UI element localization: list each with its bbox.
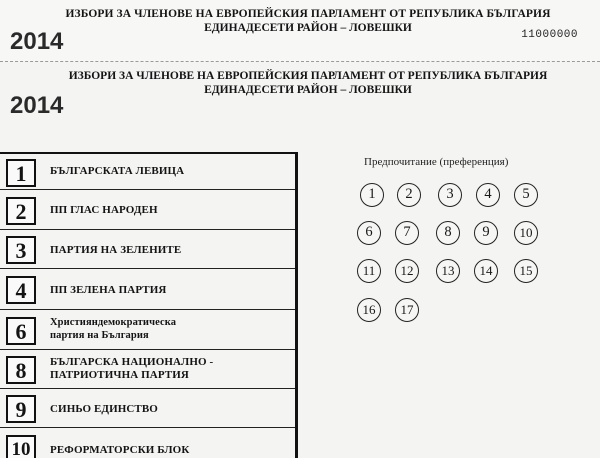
- party-number-box: 3: [6, 236, 36, 264]
- preference-circle[interactable]: 11: [357, 259, 381, 283]
- ballot-title-line2: ЕДИНАДЕСЕТИ РАЙОН – ЛОВЕШКИ: [204, 84, 412, 96]
- party-number-box: 4: [6, 276, 36, 304]
- party-number-box: 6: [6, 317, 36, 345]
- preference-circle[interactable]: 2: [397, 183, 421, 207]
- party-name: ПАРТИЯ НА ЗЕЛЕНИТЕ: [50, 244, 182, 256]
- party-number-box: 10: [6, 435, 36, 458]
- stub-title-line1: ИЗБОРИ ЗА ЧЛЕНОВЕ НА ЕВРОПЕЙСКИЯ ПАРЛАМЕНТ ОТ РЕПУБЛИКА БЪЛГАРИЯ: [65, 8, 551, 20]
- stub-serial-number: 11000000: [521, 29, 578, 41]
- party-name: Християндемократическа партия на България: [50, 317, 177, 341]
- party-row[interactable]: [0, 350, 295, 389]
- ballot-year: 2014: [10, 92, 64, 119]
- preference-circle[interactable]: 12: [395, 259, 419, 283]
- preference-circle[interactable]: 4: [476, 183, 500, 207]
- preference-circle[interactable]: 17: [395, 298, 419, 322]
- ballot-stub: [0, 0, 600, 62]
- party-row[interactable]: [0, 190, 295, 230]
- party-list: [0, 152, 298, 458]
- party-number-box: 8: [6, 356, 36, 384]
- preference-circle[interactable]: 10: [514, 221, 538, 245]
- preference-circle[interactable]: 3: [438, 183, 462, 207]
- party-name: ПП ЗЕЛЕНА ПАРТИЯ: [50, 284, 167, 296]
- party-name: БЪЛГАРСКА НАЦИОНАЛНО - ПАТРИОТИЧНА ПАРТИЯ: [50, 356, 214, 381]
- preference-circle[interactable]: 13: [436, 259, 460, 283]
- preference-circle[interactable]: 8: [436, 221, 460, 245]
- preference-circle[interactable]: 7: [395, 221, 419, 245]
- preference-circle[interactable]: 14: [474, 259, 498, 283]
- party-number-box: 9: [6, 395, 36, 423]
- party-row[interactable]: [0, 310, 295, 350]
- party-number-box: 2: [6, 197, 36, 225]
- preference-circle[interactable]: 6: [357, 221, 381, 245]
- ballot-title-line1: ИЗБОРИ ЗА ЧЛЕНОВЕ НА ЕВРОПЕЙСКИЯ ПАРЛАМЕНТ ОТ РЕПУБЛИКА БЪЛГАРИЯ: [68, 70, 548, 82]
- party-name: БЪЛГАРСКАТА ЛЕВИЦА: [50, 165, 185, 177]
- party-name: ПП ГЛАС НАРОДЕН: [50, 204, 158, 216]
- preference-circle[interactable]: 5: [514, 183, 538, 207]
- preference-title: Предпочитание (преференция): [364, 156, 509, 168]
- party-row[interactable]: [0, 428, 295, 458]
- stub-title-line2: ЕДИНАДЕСЕТИ РАЙОН – ЛОВЕШКИ: [204, 22, 412, 34]
- stub-year: 2014: [10, 28, 64, 55]
- party-row[interactable]: [0, 230, 295, 269]
- preference-circle[interactable]: 1: [360, 183, 384, 207]
- preference-circle[interactable]: 16: [357, 298, 381, 322]
- party-row[interactable]: [0, 389, 295, 428]
- party-name: СИНЬО ЕДИНСТВО: [50, 403, 158, 415]
- preference-circle[interactable]: 15: [514, 259, 538, 283]
- party-number-box: 1: [6, 159, 36, 187]
- party-row[interactable]: [0, 269, 295, 310]
- party-row[interactable]: [0, 154, 295, 190]
- preference-circle[interactable]: 9: [474, 221, 498, 245]
- party-name: РЕФОРМАТОРСКИ БЛОК: [50, 444, 190, 456]
